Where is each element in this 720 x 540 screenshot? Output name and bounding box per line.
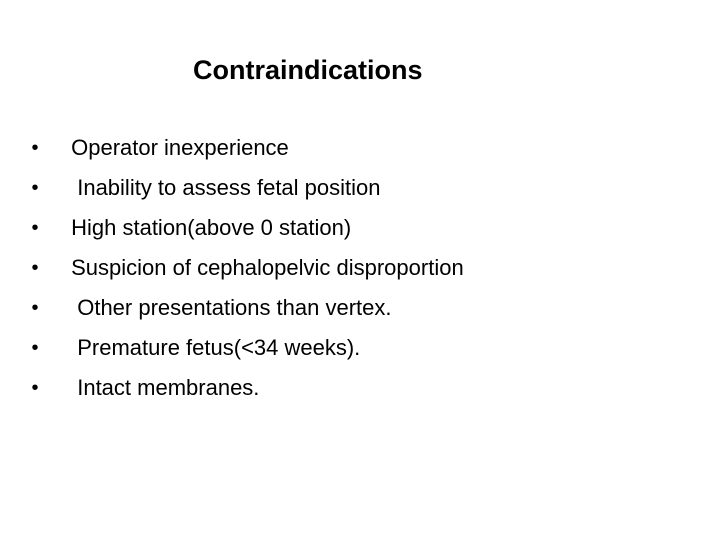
bullet-icon: •	[31, 297, 39, 319]
bullet-text: High station(above 0 station)	[65, 215, 352, 240]
bullet-icon: •	[31, 137, 39, 159]
bullet-icon: •	[31, 177, 39, 199]
bullet-text: Other presentations than vertex.	[65, 295, 392, 320]
bullet-text: Inability to assess fetal position	[65, 175, 381, 200]
bullet-text: Premature fetus(<34 weeks).	[65, 335, 361, 360]
bullet-icon: •	[31, 377, 39, 399]
slide-title: Contraindications	[193, 55, 423, 85]
bullet-text: Suspicion of cephalopelvic disproportion	[65, 255, 464, 280]
bullet-text: Intact membranes.	[65, 375, 260, 400]
bullet-icon: •	[31, 337, 39, 359]
bullet-icon: •	[31, 257, 39, 279]
bullet-icon: •	[31, 217, 39, 239]
bullet-text: Operator inexperience	[65, 135, 289, 160]
